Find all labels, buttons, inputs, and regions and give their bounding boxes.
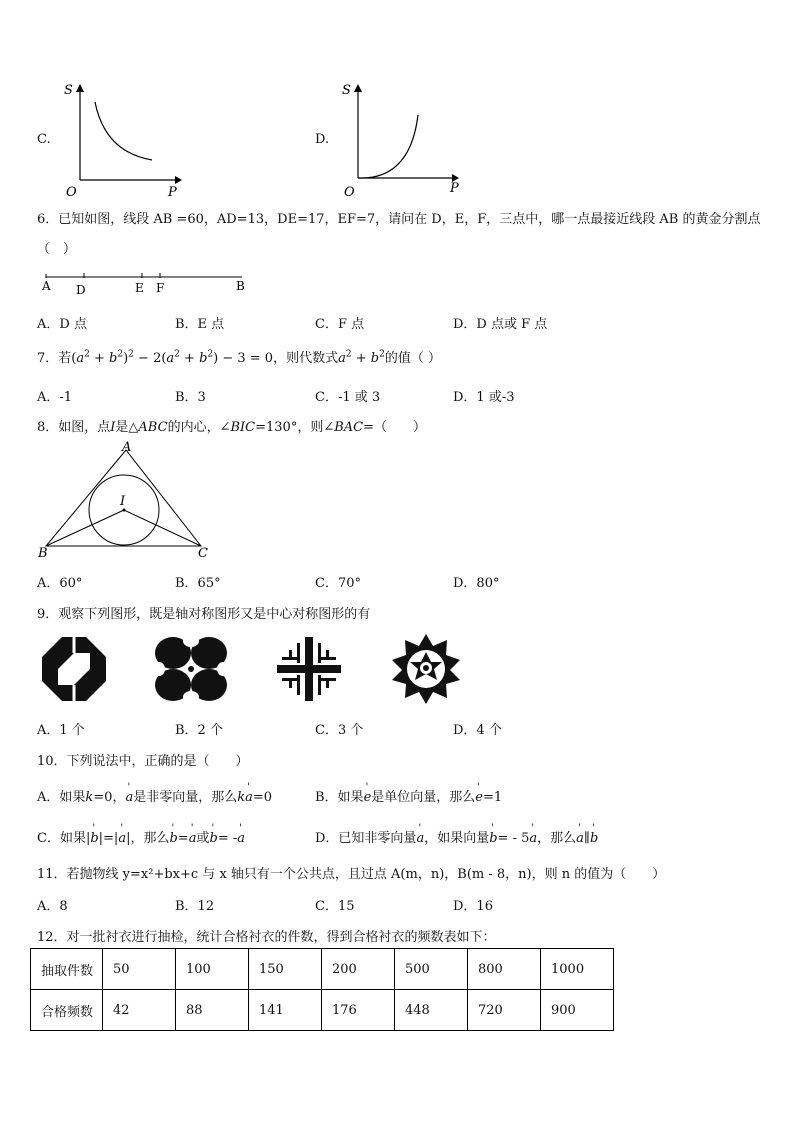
q7-option-d[interactable]: D．1 或-3 — [453, 390, 515, 405]
q10-stem: 10．下列说法中，正确的是（ ） — [37, 754, 249, 769]
q7-stem: 7．若$(a^2 + b^2)^2 - 2(a^2 + b^2) - 3 = 0$，则代数式$a^2 + b^2$的值（ ） — [37, 349, 441, 366]
table-cell: 150 — [249, 949, 322, 990]
q5-option-d-label: D. — [315, 132, 330, 147]
q11-option-b[interactable]: B．12 — [175, 899, 215, 914]
q6-option-b[interactable]: B．E 点 — [175, 317, 225, 332]
q11-stem: 11．若抛物线 y=x²+bx+c 与 x 轴只有一个公共点，且过点 A(m，n)，B(m - 8，n)，则 n 的值为（ ） — [37, 867, 666, 882]
q6-point-d: D — [76, 283, 86, 297]
q10-option-b[interactable]: B．如果' e是单位向量，那么' e=1 — [315, 786, 502, 805]
q6-segment-figure — [40, 268, 250, 298]
q5-d-origin: O — [344, 185, 355, 200]
q9-option-b[interactable]: B．2 个 — [175, 723, 223, 738]
q7-option-b[interactable]: B．3 — [175, 390, 206, 405]
q12-stem: 12．对一批衬衣进行抽检，统计合格衬衣的件数，得到合格衬衣的频数表如下： — [37, 930, 496, 945]
q9-option-d[interactable]: D．4 个 — [453, 723, 502, 738]
q8-option-d[interactable]: D．80° — [453, 576, 500, 591]
q9-figure-2 — [153, 635, 229, 703]
q6-point-e: E — [135, 281, 144, 295]
q9-figure-1 — [40, 635, 108, 703]
q10-option-d[interactable]: D．已知非零向量' a，如果向量' b= - 5' a，那么' a∥' b — [315, 827, 598, 846]
q10-option-c[interactable]: C．如果|' b|=|' a|，那么' b=' a或' b= -' a — [37, 827, 245, 846]
q6-point-b: B — [236, 279, 245, 293]
q5-c-axis-s: S — [64, 83, 73, 98]
table-cell: 500 — [395, 949, 468, 990]
q5-graph-c — [60, 80, 190, 200]
q8-option-a[interactable]: A．60° — [37, 576, 83, 591]
q9-figure-3 — [276, 635, 342, 703]
q5-graph-d — [340, 80, 470, 200]
q8-option-b[interactable]: B．65° — [175, 576, 221, 591]
q5-option-c-label: C. — [37, 132, 51, 147]
q12-frequency-table — [30, 948, 614, 1031]
table-cell: 448 — [395, 990, 468, 1031]
table-cell: 720 — [468, 990, 541, 1031]
table-header-cell: 抽取件数 — [31, 949, 103, 990]
table-row — [31, 990, 614, 1031]
q6-option-c[interactable]: C．F 点 — [315, 317, 365, 332]
table-cell: 50 — [103, 949, 176, 990]
table-cell: 900 — [541, 990, 614, 1031]
table-cell: 800 — [468, 949, 541, 990]
q8-stem: 8．如图，点I是△ABC的内心，∠BIC=130°，则∠BAC=（ ） — [37, 420, 427, 435]
q5-c-axis-p: P — [168, 185, 177, 200]
q9-stem: 9．观察下列图形，既是轴对称图形又是中心对称图形的有 — [37, 607, 371, 622]
q6-stem: 6．已知如图，线段 AB =60，AD=13，DE=17，EF=7，请问在 D，E，F，三点中，哪一点最接近线段 AB 的黄金分割点 — [37, 212, 761, 227]
q11-option-a[interactable]: A．8 — [37, 899, 68, 914]
q6-point-a: A — [42, 279, 51, 293]
q9-option-a[interactable]: A．1 个 — [37, 723, 85, 738]
q9-figure-4 — [390, 632, 462, 704]
q6-option-a[interactable]: A．D 点 — [37, 317, 87, 332]
q8-label-i: I — [120, 494, 126, 509]
table-cell: 200 — [322, 949, 395, 990]
q11-option-c[interactable]: C．15 — [315, 899, 355, 914]
q6-option-d[interactable]: D．D 点或 F 点 — [453, 317, 548, 332]
q8-label-b: B — [38, 546, 48, 561]
q9-option-c[interactable]: C．3 个 — [315, 723, 364, 738]
q8-label-a: A — [122, 440, 132, 455]
table-cell: 42 — [103, 990, 176, 1031]
q5-d-axis-s: S — [342, 83, 351, 98]
q6-paren: （ ） — [37, 242, 77, 257]
q10-option-a[interactable]: A．如果k=0，' a是非零向量，那么k' a=0 — [37, 786, 272, 805]
q8-label-c: C — [198, 546, 208, 561]
q6-point-f: F — [156, 281, 165, 295]
table-row — [31, 949, 614, 990]
table-cell: 1000 — [541, 949, 614, 990]
q5-c-origin: O — [66, 185, 77, 200]
table-cell: 88 — [176, 990, 249, 1031]
q11-option-d[interactable]: D．16 — [453, 899, 493, 914]
table-cell: 141 — [249, 990, 322, 1031]
q7-option-c[interactable]: C．-1 或 3 — [315, 390, 381, 405]
table-cell: 176 — [322, 990, 395, 1031]
q8-triangle-figure — [36, 440, 226, 565]
q7-option-a[interactable]: A．-1 — [37, 390, 73, 405]
q8-option-c[interactable]: C．70° — [315, 576, 361, 591]
table-cell: 100 — [176, 949, 249, 990]
table-header-cell: 合格频数 — [31, 990, 103, 1031]
q5-d-axis-p: P — [450, 181, 459, 196]
